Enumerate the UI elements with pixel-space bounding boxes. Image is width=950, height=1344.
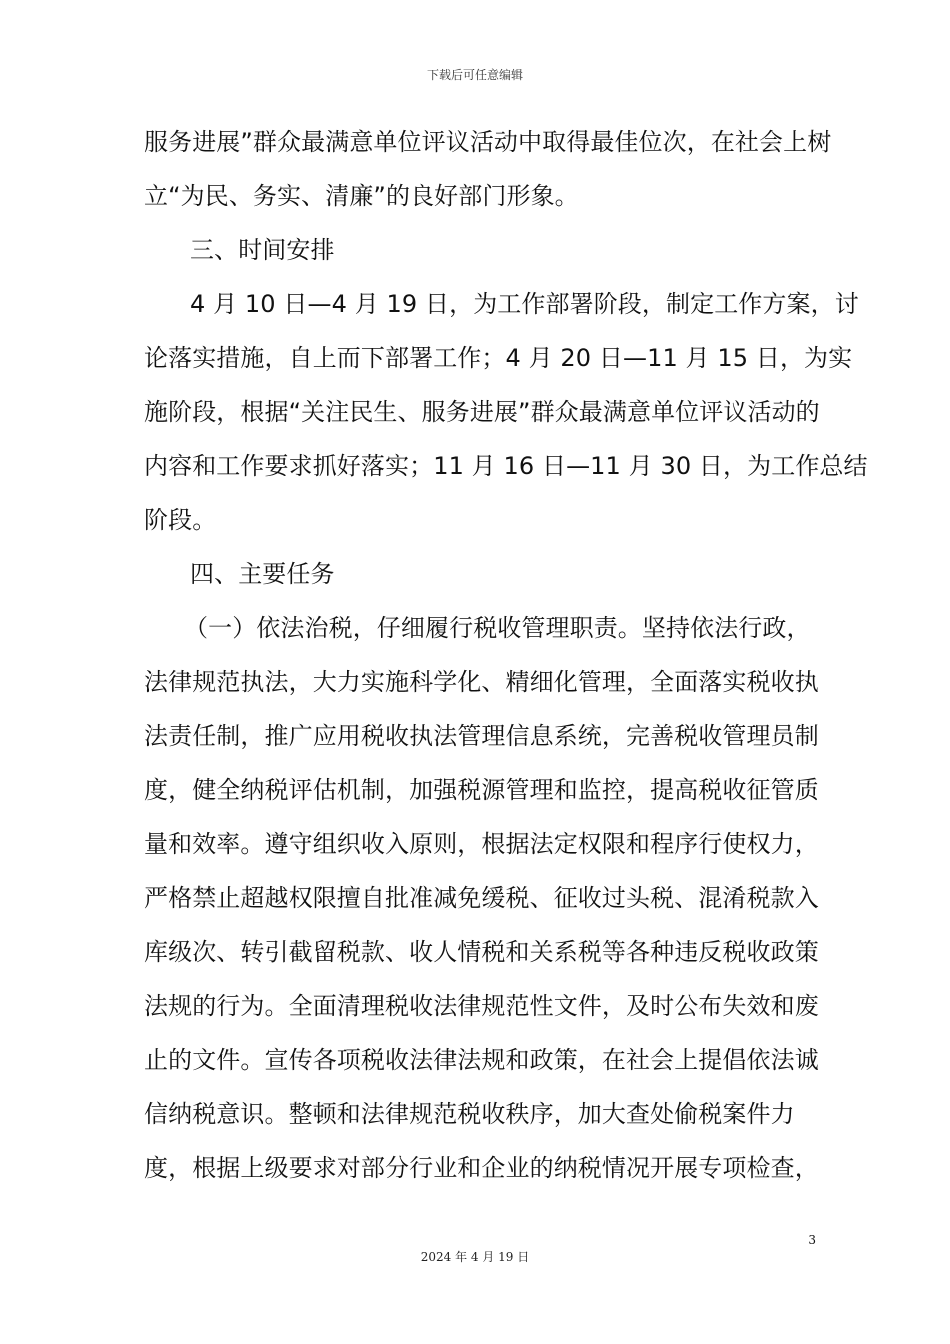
body-line: 库级次、转引截留税款、收人情税和关系税等各种违反税收政策 [144, 938, 819, 966]
body-line: 信纳税意识。整顿和法律规范税收秩序，加大查处偷税案件力 [144, 1100, 795, 1128]
body-line: 法责任制，推广应用税收执法管理信息系统，完善税收管理员制 [144, 722, 819, 750]
body-line: 阶段。 [144, 506, 217, 534]
body-line: 严格禁止超越权限擅自批准减免缓税、征收过头税、混淆税款入 [144, 884, 819, 912]
body-line: 度，健全纳税评估机制，加强税源管理和监控，提高税收征管质 [144, 776, 819, 804]
page-footer-date: 2024 年 4 月 19 日 [420, 1250, 530, 1264]
body-line: 量和效率。遵守组织收入原则，根据法定权限和程序行使权力， [144, 830, 819, 858]
body-line: 立“为民、务实、清廉”的良好部门形象。 [144, 182, 579, 210]
page-header: 下载后可任意编辑 [426, 68, 523, 82]
body-line: 论落实措施，自上而下部署工作；4 月 20 日—11 月 15 日，为实 [144, 344, 853, 372]
body-line: 4 月 10 日—4 月 19 日，为工作部署阶段，制定工作方案，讨 [190, 290, 859, 318]
body-line: 止的文件。宣传各项税收法律法规和政策，在社会上提倡依法诚 [144, 1046, 819, 1074]
body-line: 服务进展”群众最满意单位评议活动中取得最佳位次，在社会上树 [144, 128, 832, 156]
subsection-line: （一）依法治税，仔细履行税收管理职责。坚持依法行政， [184, 614, 811, 642]
section-heading: 四、主要任务 [190, 560, 335, 588]
body-line: 施阶段，根据“关注民生、服务进展”群众最满意单位评议活动的 [144, 398, 820, 426]
body-line: 内容和工作要求抓好落实；11 月 16 日—11 月 30 日，为工作总结 [144, 452, 868, 480]
body-line: 法律规范执法，大力实施科学化、精细化管理，全面落实税收执 [144, 668, 819, 696]
body-line: 度，根据上级要求对部分行业和企业的纳税情况开展专项检查， [144, 1154, 819, 1182]
page-number: 3 [808, 1233, 816, 1247]
section-heading: 三、时间安排 [190, 236, 335, 264]
body-line: 法规的行为。全面清理税收法律规范性文件，及时公布失效和废 [144, 992, 819, 1020]
